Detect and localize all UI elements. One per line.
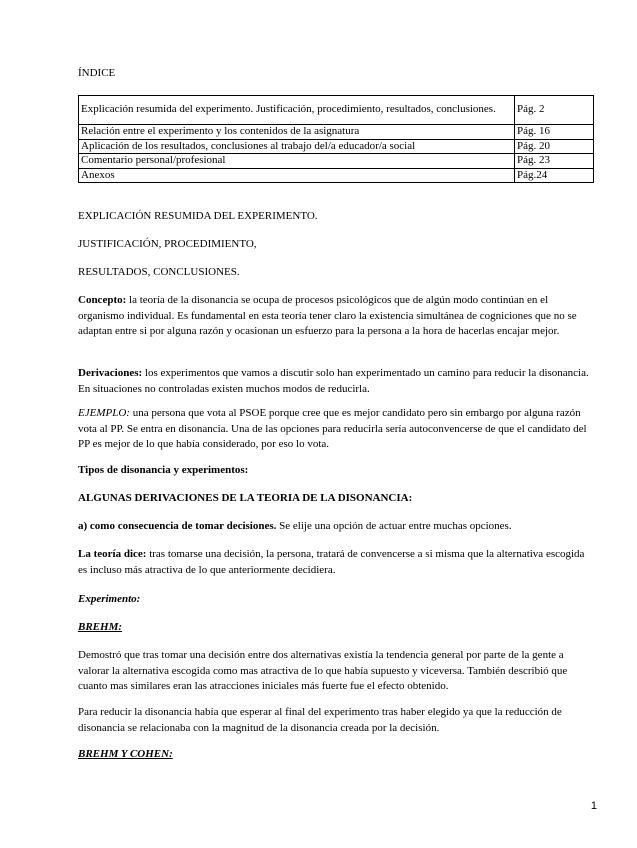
derivaciones-label: Derivaciones: <box>78 367 143 379</box>
index-row[interactable] <box>79 125 594 140</box>
index-row[interactable] <box>79 139 594 154</box>
teoria-label: La teoría dice: <box>78 548 147 560</box>
index-row-label: Explicación resumida del experimento. Justificación, procedimiento, resultados, conclusiones. <box>79 96 515 125</box>
index-table <box>78 95 594 183</box>
index-row-label: Aplicación de los resultados, conclusiones al trabajo del/a educador/a social <box>79 139 515 154</box>
index-row-page: Pág.24 <box>515 168 594 183</box>
derivaciones-heading: ALGUNAS DERIVACIONES DE LA TEORIA DE LA DISONANCIA: <box>78 492 413 504</box>
index-row[interactable] <box>79 168 594 183</box>
tipos-heading: Tipos de disonancia y experimentos: <box>78 464 249 476</box>
index-row[interactable] <box>79 154 594 169</box>
concepto-label: Concepto: <box>78 294 127 306</box>
index-title: ÍNDICE <box>78 67 116 79</box>
experimento-heading: Experimento: <box>78 593 141 605</box>
index-row-page: Pág. 16 <box>515 125 594 140</box>
concepto-paragraph <box>78 293 596 340</box>
section-heading-3: RESULTADOS, CONCLUSIONES. <box>78 266 240 278</box>
teoria-text: tras tomarse una decisión, la persona, tratará de convencerse a si misma que la alternativa escogida es incluso más atractiva de lo que anteriormente decidiera. <box>78 548 585 576</box>
derivaciones-paragraph <box>78 366 596 397</box>
ejemplo-label: EJEMPLO: <box>78 407 130 419</box>
index-row[interactable] <box>79 96 594 125</box>
index-row-page: Pág. 2 <box>515 96 594 125</box>
concepto-text: la teoría de la disonancia se ocupa de procesos psicológicos que de algún modo continúan en el organismo individual. Es fundamental en esta teoría tener claro la existencia simultánea de cogniciones que no se adaptan entre si por alguna razón y ocasionan un esfuerzo para la persona a la hora de hacerlas encajar mejor. <box>78 294 577 337</box>
consecuencia-text: Se elije una opción de actuar entre muchas opciones. <box>276 520 512 532</box>
section-heading-1: EXPLICACIÓN RESUMIDA DEL EXPERIMENTO. <box>78 210 318 222</box>
teoria-paragraph <box>78 547 596 578</box>
ejemplo-paragraph <box>78 406 596 453</box>
page-number: 1 <box>590 800 597 812</box>
index-row-label: Relación entre el experimento y los contenidos de la asignatura <box>79 125 515 140</box>
section-heading-2: JUSTIFICACIÓN, PROCEDIMIENTO, <box>78 238 257 250</box>
index-row-page: Pág. 20 <box>515 139 594 154</box>
consecuencia-paragraph <box>78 519 596 535</box>
brehm-cohen-heading: BREHM Y COHEN: <box>78 748 173 760</box>
index-row-label: Comentario personal/profesional <box>79 154 515 169</box>
ejemplo-text: una persona que vota al PSOE porque cree que es mejor candidato pero sin embargo por alguna razón vota al PP. Se entra en disonancia. Una de las opciones para reducirla sería autoconvencerse de que el candidato del PP es mejor de lo que había considerado, por eso lo vota. <box>78 407 587 450</box>
index-row-page: Pág. 23 <box>515 154 594 169</box>
brehm-paragraph-2: Para reducir la disonancia había que esperar al final del experimento tras haber elegido ya que la reducción de disonancia se relacionaba con la magnitud de la disonancia creada por la decisión. <box>78 706 562 734</box>
brehm-paragraph-1: Demostró que tras tomar una decisión entre dos alternativas existía la tendencia general por parte de la gente a valorar la alternativa escogida como mas atractiva de lo que había supuesto y viceversa. También describió que cuanto mas similares eran las atracciones iniciales más fuerte fue el efecto obtenido. <box>78 649 568 692</box>
brehm-heading: BREHM: <box>78 621 123 633</box>
consecuencia-label: a) como consecuencia de tomar decisiones. <box>78 520 277 532</box>
derivaciones-text: los experimentos que vamos a discutir solo han experimentado un camino para reducir la disonancia. En situaciones no controladas existen muchos modos de reducirla. <box>78 367 589 395</box>
index-row-label: Anexos <box>79 168 515 183</box>
